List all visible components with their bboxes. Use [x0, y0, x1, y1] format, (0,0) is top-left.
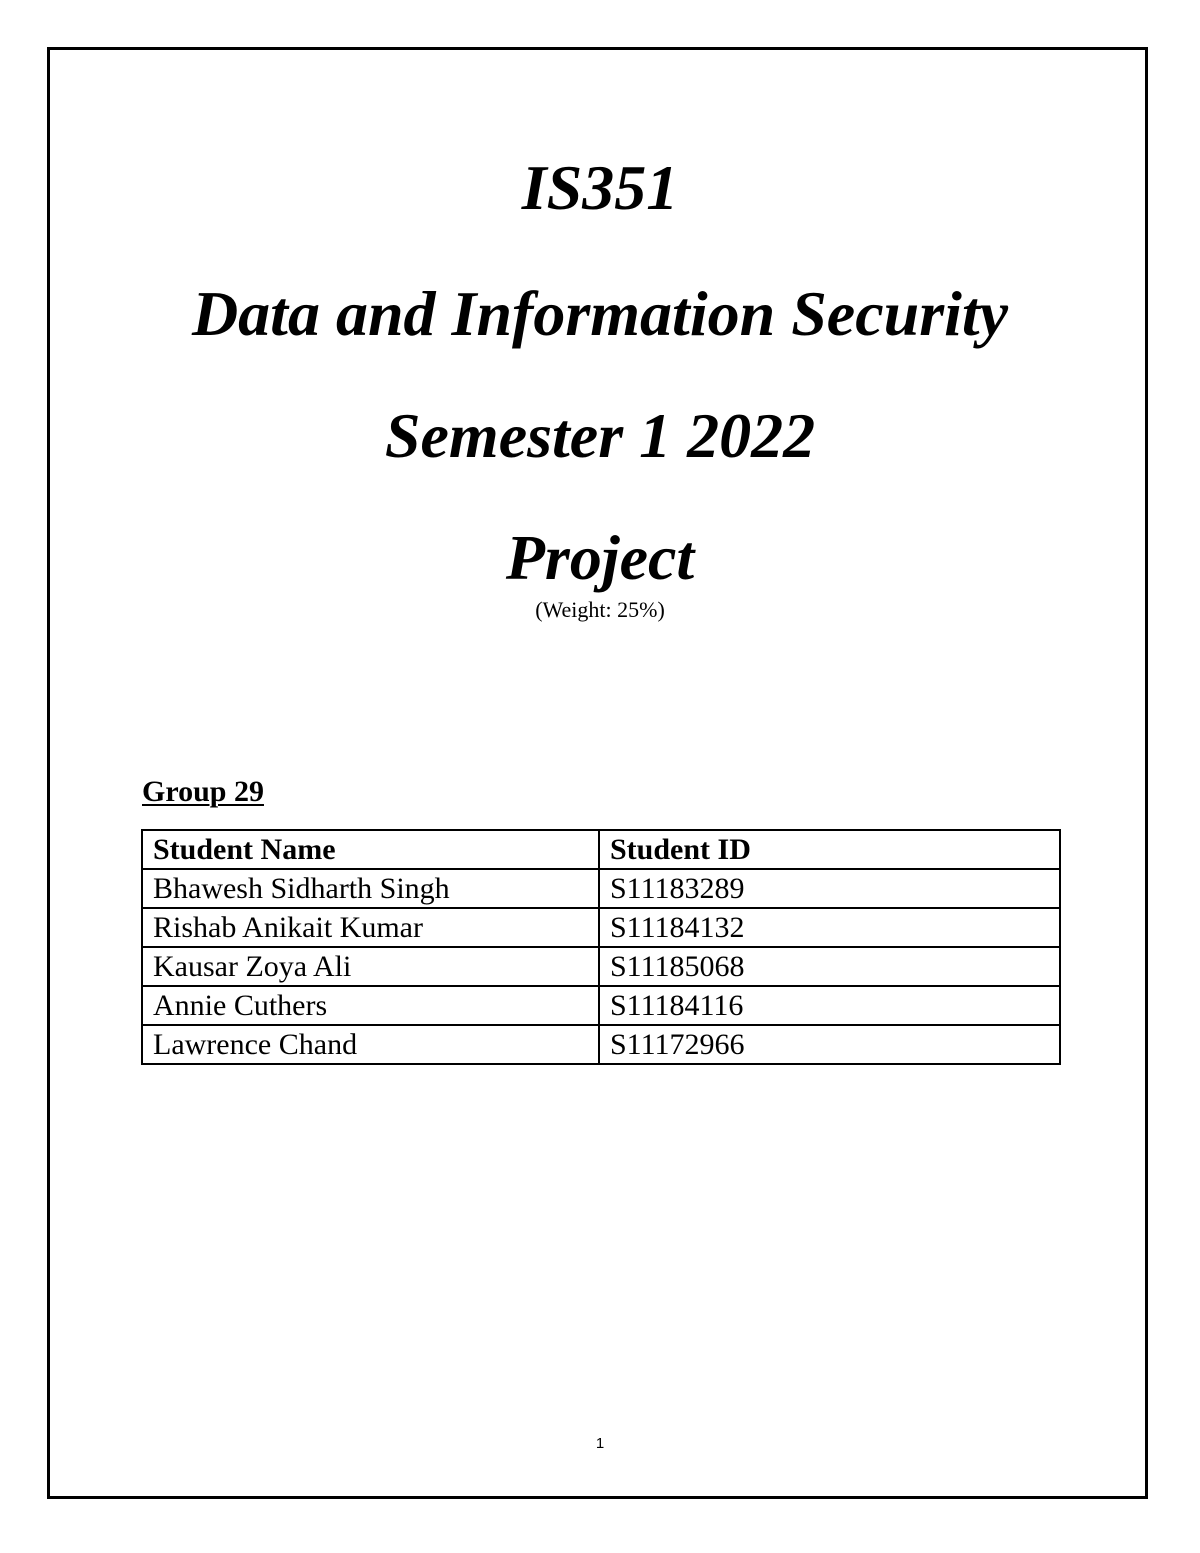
student-name-cell: Rishab Anikait Kumar [142, 908, 599, 947]
header-student-name: Student Name [142, 830, 599, 869]
table-row [142, 986, 1060, 1025]
group-label: Group 29 [142, 775, 264, 808]
student-id-cell: S11183289 [599, 869, 1060, 908]
table-row [142, 947, 1060, 986]
course-name: Data and Information Security [191, 278, 1009, 349]
student-name-cell: Lawrence Chand [142, 1025, 599, 1064]
table-row [142, 1025, 1060, 1064]
assessment-weight: (Weight: 25%) [535, 597, 665, 622]
course-code: IS351 [521, 152, 679, 223]
student-id-cell: S11172966 [599, 1025, 1060, 1064]
student-name-cell: Annie Cuthers [142, 986, 599, 1025]
assessment-title: Project [505, 522, 695, 593]
semester-title: Semester 1 2022 [384, 400, 816, 471]
student-table [141, 829, 1061, 1065]
student-id-cell: S11184116 [599, 986, 1060, 1025]
page-number: 1 [595, 1435, 605, 1452]
table-header-row [142, 830, 1060, 869]
student-name-cell: Bhawesh Sidharth Singh [142, 869, 599, 908]
table-row [142, 908, 1060, 947]
student-name-cell: Kausar Zoya Ali [142, 947, 599, 986]
student-id-cell: S11185068 [599, 947, 1060, 986]
header-student-id: Student ID [599, 830, 1060, 869]
student-id-cell: S11184132 [599, 908, 1060, 947]
table-row [142, 869, 1060, 908]
